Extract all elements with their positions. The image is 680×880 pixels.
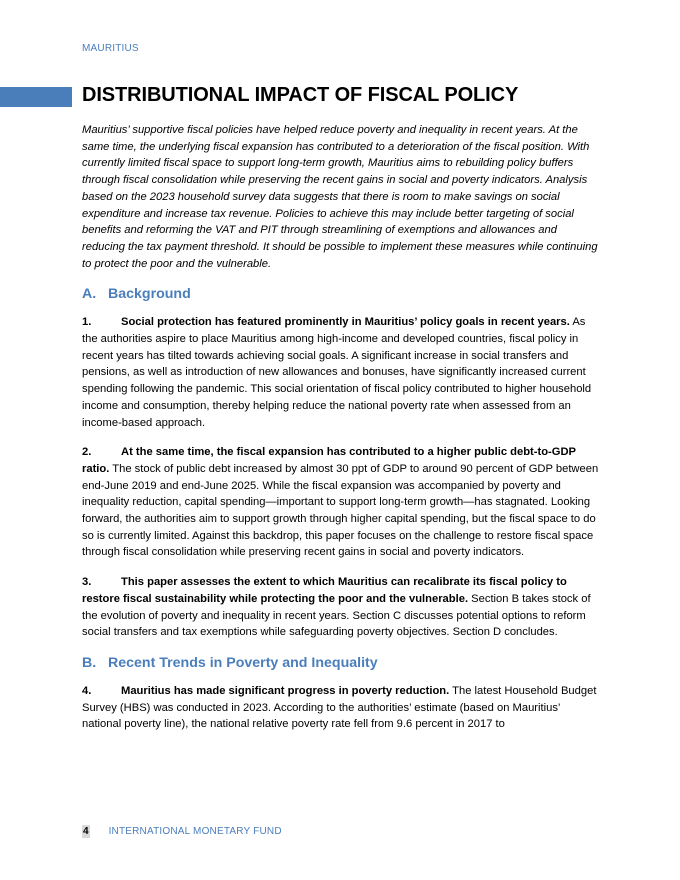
paragraph-lead: This paper assesses the extent to which Mauritius can recalibrate its fiscal policy to restore fiscal sustainability while protecting the poor and the vulnerable.: [82, 576, 567, 605]
paragraph-number: 3.: [82, 576, 92, 589]
page-number: 4: [83, 826, 89, 837]
section-heading-b: [82, 655, 600, 671]
section-title: Background: [108, 286, 191, 303]
paragraph-number: 4.: [82, 684, 92, 697]
paragraph-2: [82, 444, 600, 561]
paragraph-number: 2.: [82, 446, 92, 459]
section-heading-a: [82, 286, 600, 302]
running-head: MAURITIUS: [82, 43, 139, 54]
section-letter: B.: [82, 654, 97, 671]
paragraph-3: [82, 574, 600, 641]
main-content: [82, 122, 600, 746]
abstract: Mauritius’ supportive fiscal policies have helped reduce poverty and inequality in recent years. At the same time, the underlying fiscal expansion has contributed to a deterioration of the fiscal position. With currently limited fiscal space to support long-term growth, Mauritius aims to rebuilding policy buffers through fiscal consolidation while preserving the recent gains in social and poverty indicators. Analysis based on the 2023 household survey data suggests that there is room to make savings on social expenditure and increase tax revenue. Policies to achieve this may include better targeting of social benefits and reforming the VAT and PIT through streamlining of exemptions and allowances and reducing the tax payment threshold. It should be possible to implement these measures while continuing to protect the poor and the vulnerable.: [82, 124, 598, 270]
section-title: Recent Trends in Poverty and Inequality: [108, 654, 378, 671]
paragraph-body: The stock of public debt increased by almost 30 ppt of GDP to around 90 percent of GDP between end-June 2019 and end-June 2025. While the fiscal expansion was accompanied by poverty and inequality reduction, capital spending—important to support long-term growth—has stagnated. Looking forward, the authorities aim to support growth through higher capital spending, but the fiscal space to do so is currently limited. Against this backdrop, this paper focuses on the challenge to restore fiscal space through fiscal consolidation while preserving recent gains in social and poverty indicators.: [82, 462, 599, 559]
title-accent-bar: [0, 87, 72, 107]
paragraph-lead: Social protection has featured prominently in Mauritius’ policy goals in recent years.: [121, 316, 570, 329]
paragraph-lead: Mauritius has made significant progress in poverty reduction.: [121, 684, 450, 697]
paragraph-lead: At the same time, the fiscal expansion has contributed to a higher public debt-to-GDP ratio.: [82, 446, 576, 475]
paragraph-4: [82, 683, 600, 733]
page-title: DISTRIBUTIONAL IMPACT OF FISCAL POLICY: [82, 84, 519, 106]
paragraph-number: 1.: [82, 316, 92, 329]
paragraph-body: Section B takes stock of the evolution of poverty and inequality in recent years. Section C discusses potential options to reform social transfers and tax exemptions while safeguarding poverty objectives. Section D concludes.: [82, 592, 591, 639]
section-letter: A.: [82, 286, 97, 303]
page-footer: [82, 825, 282, 838]
paragraph-body: As the authorities aspire to place Mauritius among high-income and developed countries, fiscal policy in recent years has tilted towards achieving social goals. A significant increase in social transfers and pensions, as well as introduction of new allowances and bonuses, have significantly increased current spending following the pandemic. This social orientation of fiscal policy contributed to higher household income and consumption, thereby helping reduce the national poverty rate when assessed from an income-based approach.: [82, 316, 592, 429]
paragraph-body: The latest Household Budget Survey (HBS) was conducted in 2023. According to the authorities’ estimate (based on Mauritius’ national poverty line), the national relative poverty rate fell from 9.6 percent in 2017 to: [82, 684, 597, 731]
paragraph-1: [82, 314, 600, 431]
footer-label: INTERNATIONAL MONETARY FUND: [108, 826, 282, 837]
